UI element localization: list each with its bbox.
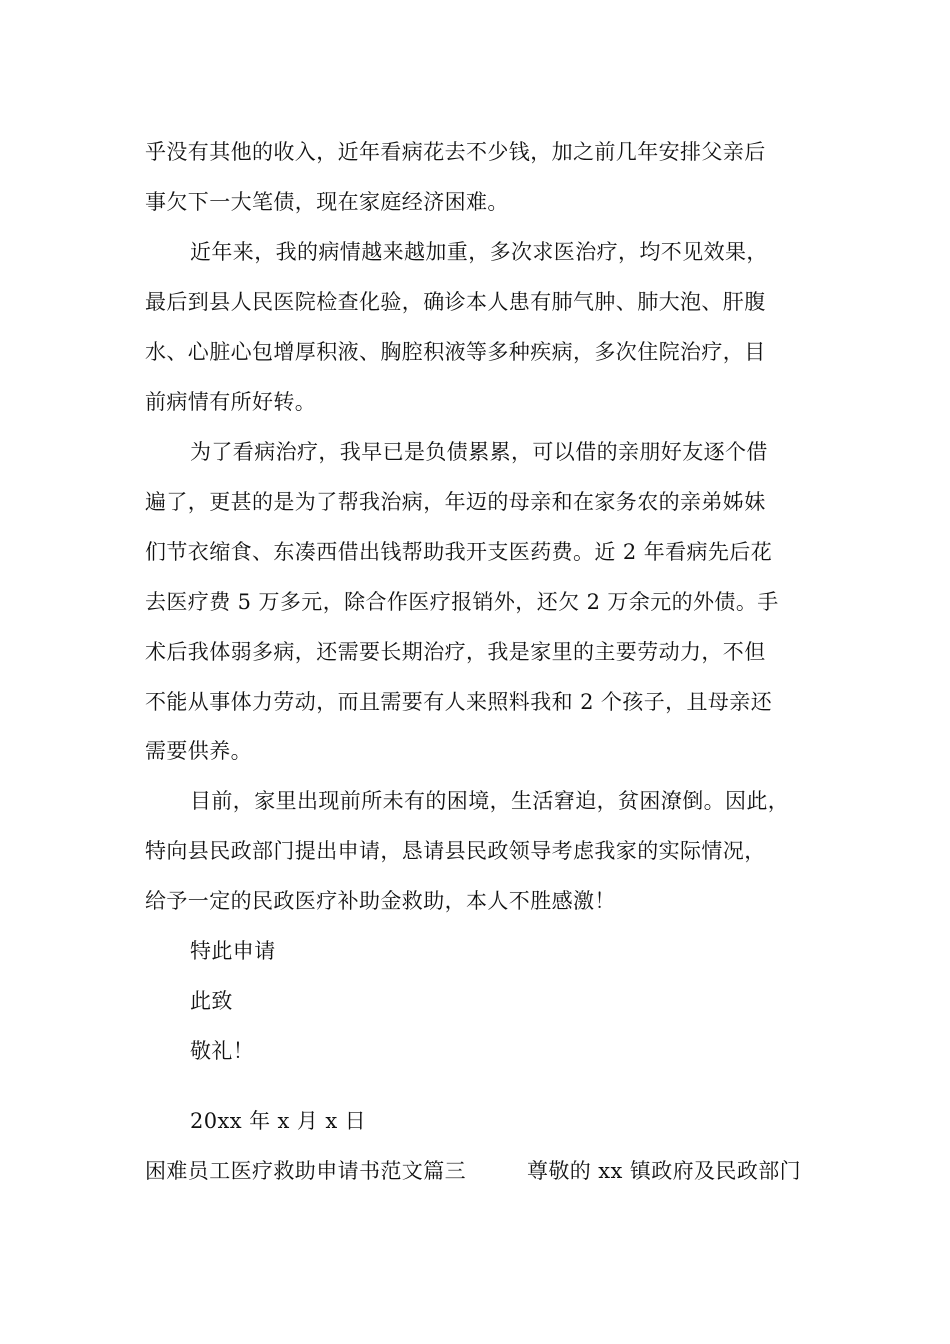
paragraph-start-line: 为了看病治疗，我早已是负债累累，可以借的亲朋好友逐个借 <box>190 440 768 464</box>
text-line: 前病情有所好转。 <box>145 390 317 414</box>
closing-salutation: 此致 <box>190 989 233 1013</box>
next-section-title: 困难员工医疗救助申请书范文篇三 <box>145 1159 466 1183</box>
text-line: 水、心脏心包增厚积液、胸腔积液等多种疾病，多次住院治疗，目 <box>145 340 766 364</box>
text-line: 给予一定的民政医疗补助金救助，本人不胜感激！ <box>145 889 616 913</box>
closing-request: 特此申请 <box>190 939 276 963</box>
text-line: 术后我体弱多病，还需要长期治疗，我是家里的主要劳动力，不但 <box>145 640 766 664</box>
text-line: 需要供养。 <box>145 739 252 763</box>
text-line: 乎没有其他的收入，近年看病花去不少钱，加之前几年安排父亲后 <box>145 140 766 164</box>
text-line: 们节衣缩食、东凑西借出钱帮助我开支医药费。近 2 年看病先后花 <box>145 540 773 564</box>
document-date: 20xx 年 x 月 x 日 <box>190 1109 367 1133</box>
text-line: 事欠下一大笔债，现在家庭经济困难。 <box>145 190 509 214</box>
paragraph-start-line: 目前，家里出现前所未有的困境，生活窘迫，贫困潦倒。因此， <box>190 789 790 813</box>
text-line: 最后到县人民医院检查化验，确诊本人患有肺气肿、肺大泡、肝腹 <box>145 290 766 314</box>
next-section-salutation: 尊敬的 xx 镇政府及民政部门 <box>527 1159 802 1183</box>
text-line: 特向县民政部门提出申请，恳请县民政领导考虑我家的实际情况， <box>145 839 766 863</box>
text-line: 遍了，更甚的是为了帮我治病，年迈的母亲和在家务农的亲弟姊妹 <box>145 490 766 514</box>
text-line: 不能从事体力劳动，而且需要有人来照料我和 2 个孩子，且母亲还 <box>145 690 773 714</box>
paragraph-start-line: 近年来，我的病情越来越加重，多次求医治疗，均不见效果， <box>190 240 768 264</box>
text-line: 去医疗费 5 万多元，除合作医疗报销外，还欠 2 万余元的外债。手 <box>145 590 779 614</box>
closing-regards: 敬礼！ <box>190 1039 255 1063</box>
